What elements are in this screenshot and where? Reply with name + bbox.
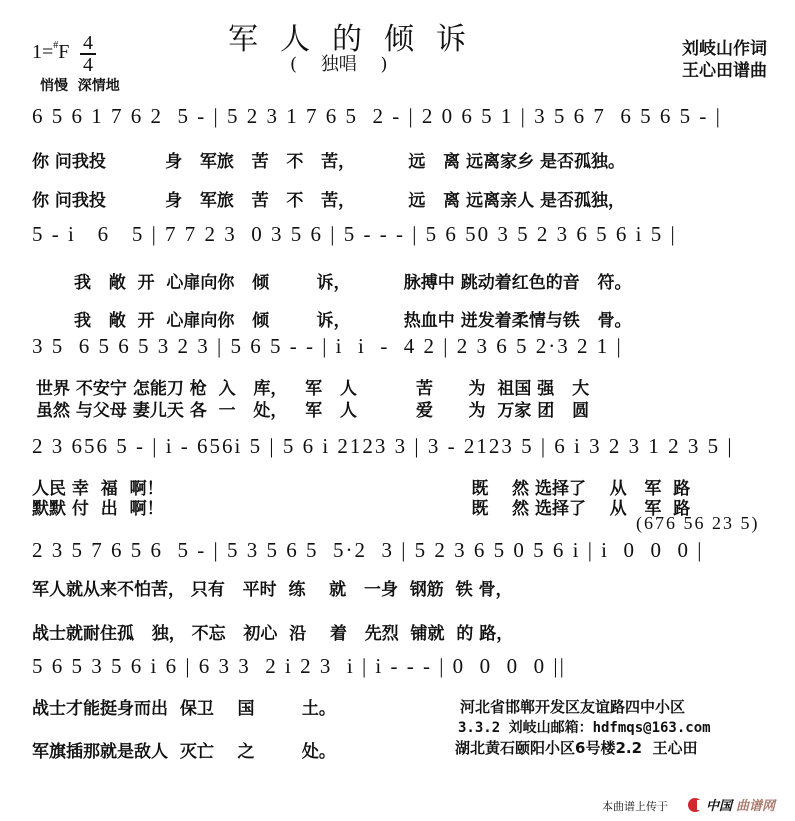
interlude-notation: (676 56 23 5): [636, 513, 760, 533]
lyric-line-2-verse-2: 我 敞 开 心扉向你 倾 诉， 热血中 迸发着柔情与铁 骨。: [74, 311, 632, 331]
notation-line-6: 5 6 5 3 5 6 i 6 | 6 3 3 2 i 2 3 i | i - - - | 0 0 0 0 ||: [32, 654, 566, 678]
lyric-line-5-verse-2: 战士就耐住孤 独， 不忘 初心 沿 着 先烈 铺就 的 路，: [32, 624, 514, 644]
lyric-line-5-verse-1: 军人就从来不怕苦， 只有 平时 练 就 一身 钢筋 铁 骨，: [32, 580, 513, 600]
lyric-line-1-verse-2: 你 问我投 身 军旅 苦 不 苦， 远 离 远离亲人 是否孤独，: [32, 191, 625, 211]
lyric-line-1-verse-1: 你 问我投 身 军旅 苦 不 苦， 远 离 远离家乡 是否孤独。: [32, 152, 625, 172]
site-logo[interactable]: [688, 795, 775, 814]
lyricist-email: 3.3.2 刘岐山邮箱：hdfmqs@163.com: [458, 720, 711, 736]
upload-attribution: 本曲谱上传于: [602, 800, 668, 813]
logo-text-score-site: 曲谱网: [736, 799, 776, 814]
lyric-line-3-verse-1: 世界 不安宁 怎能刀 枪 入 库， 军 人 苦 为 祖国 强 大: [36, 379, 590, 399]
lyricist-credit: 刘岐山作词: [682, 39, 767, 59]
time-signature: 4 4: [80, 34, 96, 74]
composer-credit: 王心田谱曲: [682, 61, 767, 81]
lyricist-address: 河北省邯郸开发区友谊路四中小区: [460, 698, 686, 716]
cpw-logo-icon: [688, 798, 702, 812]
sharp-icon: #: [53, 40, 59, 51]
notation-line-2: 5 - i 6 5 | 7 7 2 3 0 3 5 6 | 5 - - - | 5 6 50 3 5 2 3 6 5 6 i 5 |: [32, 222, 677, 246]
lyric-line-3-verse-2: 虽然 与父母 妻儿天 各 一 处， 军 人 爱 为 万家 团 圆: [36, 401, 590, 421]
notation-line-4: 2 3 656 5 - | i - 656i 5 | 5 6 i 2123 3 | 3 - 2123 5 | 6 i 3 2 3 1 2 3 5 |: [32, 434, 734, 458]
notation-line-5: 2 3 5 7 6 5 6 5 - | 5 3 5 6 5 5·2 3 | 5 2 3 6 5 0 5 6 i | i 0 0 0 |: [32, 538, 704, 562]
logo-text-china: 中国: [706, 799, 733, 814]
tempo-marking: 悄慢 深情地: [40, 78, 120, 94]
notation-line-3: 3 5 6 5 6 5 3 2 3 | 5 6 5 - - | i i - 4 2 | 2 3 6 5 2·3 2 1 |: [32, 334, 623, 358]
lyric-line-6-verse-2: 军旗插那就是敌人 灭亡 之 处。: [32, 742, 336, 762]
lyric-line-6-verse-1: 战士才能挺身而出 保卫 国 土。: [32, 699, 336, 719]
lyric-line-4-verse-1: 人民 幸 福 啊！ 既 然 选择了 从 军 路: [32, 479, 691, 499]
lyric-line-4-verse-2: 默默 付 出 啊！ 既 然 选择了 从 军 路: [32, 499, 691, 519]
key-signature: 1=#F: [32, 40, 70, 63]
notation-line-1: 6 5 6 1 7 6 2 5 - | 5 2 3 1 7 6 5 2 - | 2 0 6 5 1 | 3 5 6 7 6 5 6 5 - |: [32, 104, 722, 128]
lyric-line-2-verse-1: 我 敞 开 心扉向你 倾 诉， 脉搏中 跳动着红色的音 符。: [74, 273, 632, 293]
song-title: 军人的倾诉: [228, 22, 488, 57]
composer-address: 湖北黄石颐阳小区6号楼2.2 王心田: [455, 739, 698, 757]
song-subtitle: ( 独唱 ): [290, 54, 388, 75]
